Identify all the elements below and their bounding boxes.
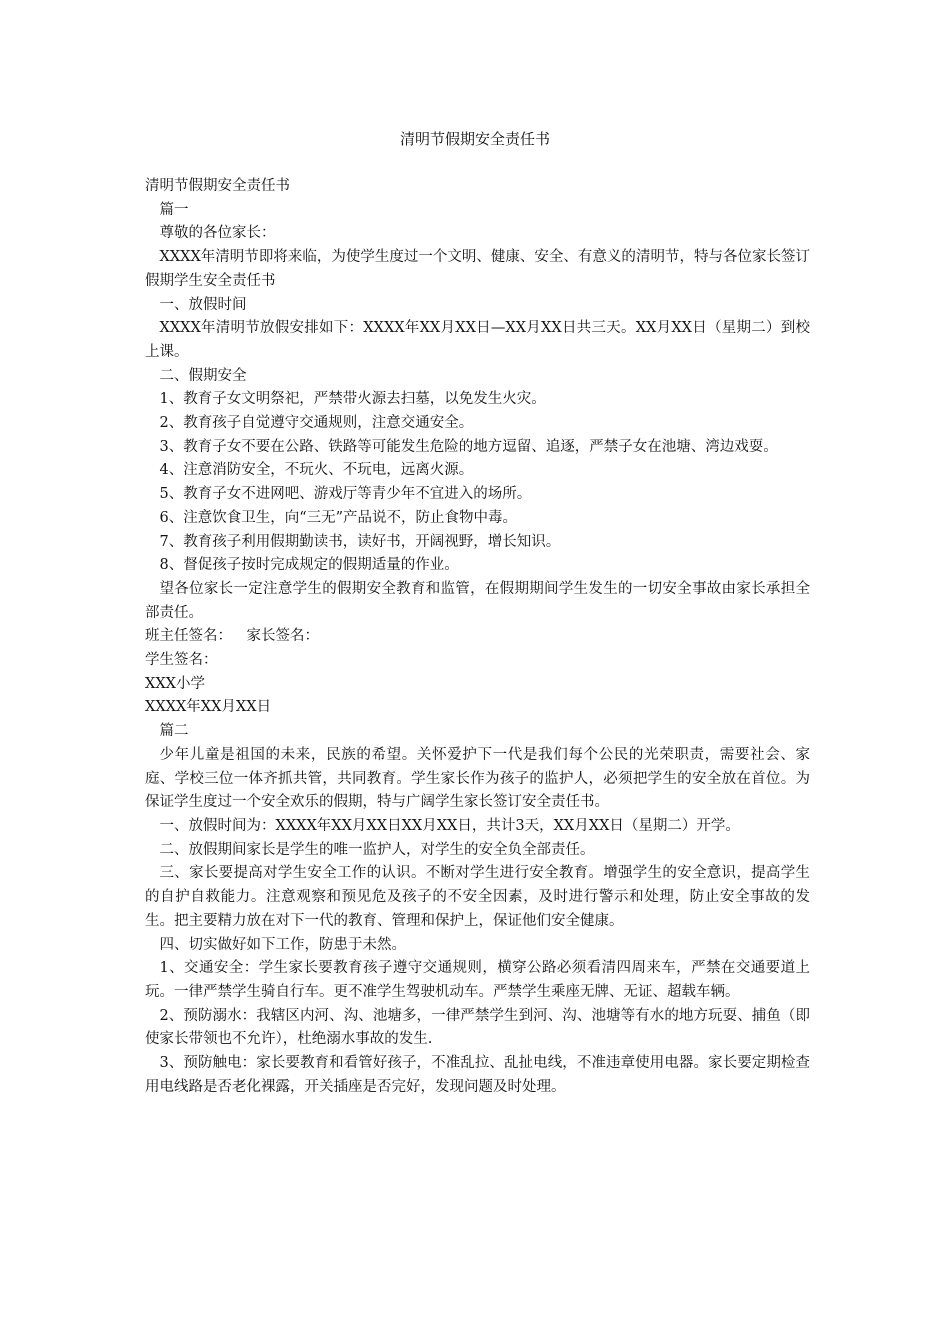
part1-item: 7、教育孩子利用假期勤读书，读好书，开阔视野，增长知识。 bbox=[159, 533, 561, 550]
document-body bbox=[145, 175, 810, 1099]
part1-item: 8、督促孩子按时完成规定的假期适量的作业。 bbox=[159, 557, 459, 574]
part2-paragraph: 3、预防触电：家长要教育和看管好孩子，不准乱拉、乱扯电线，不准违章使用电器。家长要定期检查用电线路是否老化裸露，开关插座是否完好，发现问题及时处理。 bbox=[145, 1055, 810, 1095]
part1-item: 4、注意消防安全，不玩火、不玩电，远离火源。 bbox=[159, 462, 474, 479]
student-signature-label: 学生签名： bbox=[145, 652, 218, 669]
part1-item: 2、教育孩子自觉遵守交通规则，注意交通安全。 bbox=[159, 415, 474, 432]
part1-item: 1、教育子女文明祭祀，严禁带火源去扫墓，以免发生火灾。 bbox=[159, 391, 546, 408]
part2-paragraph: 四、切实做好如下工作，防患于未然。 bbox=[159, 936, 406, 953]
part2-heading: 篇二 bbox=[159, 723, 189, 740]
part1-section1-title: 一、放假时间 bbox=[159, 296, 247, 313]
part1-section2-title: 二、假期安全 bbox=[159, 367, 247, 384]
teacher-signature-label: 班主任签名： bbox=[145, 628, 232, 645]
document-subtitle: 清明节假期安全责任书 bbox=[145, 178, 290, 194]
part1-closing: 望各位家长一定注意学生的假期安全教育和监管，在假期期间学生发生的一切安全事故由家长承担全部责任。 bbox=[145, 580, 810, 621]
part2-paragraph: 1、交通安全：学生家长要教育孩子遵守交通规则，横穿公路必须看清四周来车，严禁在交通要道上玩。一律严禁学生骑自行车。更不准学生驾驶机动车。严禁学生乘座无牌、无证、超载车辆。 bbox=[145, 960, 810, 1000]
part1-intro: XXXX年清明节即将来临，为使学生度过一个文明、健康、安全、有意义的清明节，特与各位家长签订假期学生安全责任书 bbox=[145, 249, 810, 289]
document-title: 清明节假期安全责任书 bbox=[399, 130, 550, 148]
parent-signature-label: 家长签名： bbox=[246, 628, 319, 645]
school-name: XXX小学 bbox=[145, 675, 205, 692]
part2-paragraph: 2、预防溺水：我辖区内河、沟、池塘多，一律严禁学生到河、沟、池塘等有水的地方玩耍、捕鱼（即使家长带领也不允许），杜绝溺水事故的发生. bbox=[145, 1007, 810, 1048]
part1-item: 3、教育子女不要在公路、铁路等可能发生危险的地方逗留、追逐，严禁子女在池塘、湾边戏耍。 bbox=[159, 438, 778, 455]
part1-section1-text: XXXX年清明节放假安排如下：XXXX年XX月XX日—XX月XX日共三天。XX月XX日（星期二）到校上课。 bbox=[145, 320, 810, 360]
part1-heading: 篇一 bbox=[159, 201, 189, 218]
part2-paragraph: 一、放假时间为：XXXX年XX月XX日XX月XX日，共计3天，XX月XX日（星期二）开学。 bbox=[159, 817, 740, 834]
part2-paragraph: 二、放假期间家长是学生的唯一监护人，对学生的安全负全部责任。 bbox=[159, 841, 595, 858]
part2-intro: 少年儿童是祖国的未来，民族的希望。关怀爱护下一代是我们每个公民的光荣职责，需要社会、家庭、学校三位一体齐抓共管，共同教育。学生家长作为孩子的监护人，必须把学生的安全放在首位。为保证学生度过一个安全欢乐的假期，特与广阔学生家长签订安全责任书。 bbox=[145, 746, 810, 811]
part1-item: 5、教育子女不进网吧、游戏厅等青少年不宜进入的场所。 bbox=[159, 486, 532, 503]
signature-line bbox=[145, 625, 810, 649]
part1-salutation: 尊敬的各位家长： bbox=[159, 225, 276, 242]
document-date: XXXX年XX月XX日 bbox=[145, 699, 272, 716]
part1-item: 6、注意饮食卫生，向“三无”产品说不，防止食物中毒。 bbox=[159, 509, 518, 526]
part2-paragraph: 三、家长要提高对学生安全工作的认识。不断对学生进行安全教育。增强学生的安全意识，提高学生的自护自救能力。注意观察和预见危及孩子的不安全因素，及时进行警示和处理，防止安全事故的发生。把主要精力放在对下一代的教育、管理和保护上，保证他们安全健康。 bbox=[145, 865, 810, 929]
